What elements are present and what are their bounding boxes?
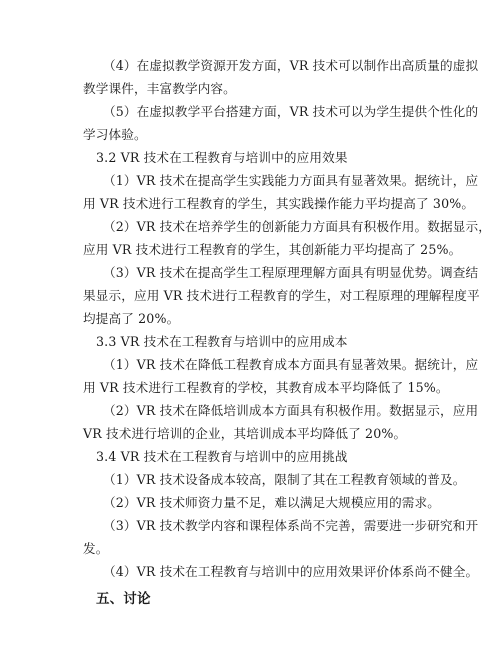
paragraph-line: （1）VR 技术设备成本较高，限制了其在工程教育领域的普及。 [103,472,466,487]
section-heading: 3.4 VR 技术在工程教育与培训中的应用挑战 [96,449,348,464]
paragraph-line: （4）在虚拟教学资源开发方面，VR 技术可以制作出高质量的虚拟 [103,58,479,73]
paragraph-line: 教学课件，丰富教学内容。 [83,81,236,96]
paragraph-line: （5）在虚拟教学平台搭建方面，VR 技术可以为学生提供个性化的 [103,104,479,119]
paragraph-line: 均提高了 20%。 [83,311,180,326]
paragraph-line: （4）VR 技术在工程教育与培训中的应用效果评价体系尚不健全。 [103,564,479,579]
paragraph-line: 学习体验。 [83,127,147,142]
paragraph-line: 用 VR 技术进行工程教育的学生，其实践操作能力平均提高了 30%。 [83,196,475,211]
paragraph-line: （1）VR 技术在提高学生实践能力方面具有显著效果。据统计，应 [103,173,479,188]
chapter-heading: 五、讨论 [96,591,151,607]
paragraph-line: 果显示，应用 VR 技术进行工程教育的学生，对工程原理的理解程度平 [83,288,480,303]
paragraph-line: （2）VR 技术师资力量不足，难以满足大规模应用的需求。 [103,495,441,510]
paragraph-line: （3）VR 技术教学内容和课程体系尚不完善，需要进一步研究和开 [103,518,479,533]
paragraph-line: （3）VR 技术在提高学生工程原理理解方面具有明显优势。调查结 [103,265,479,280]
section-heading: 3.2 VR 技术在工程教育与培训中的应用效果 [96,150,348,165]
section-heading: 3.3 VR 技术在工程教育与培训中的应用成本 [96,334,348,349]
paragraph-line: （2）VR 技术在降低培训成本方面具有积极作用。数据显示，应用 [103,403,479,418]
paragraph-line: （2）VR 技术在培养学生的创新能力方面具有积极作用。数据显示， [103,219,492,234]
paragraph-line: （1）VR 技术在降低工程教育成本方面具有显著效果。据统计，应 [103,357,479,372]
paragraph-line: 应用 VR 技术进行工程教育的学生，其创新能力平均提高了 25%。 [83,242,462,257]
paragraph-line: 用 VR 技术进行工程教育的学校，其教育成本平均降低了 15%。 [83,380,449,395]
paragraph-line: 发。 [83,541,109,556]
paragraph-line: VR 技术进行培训的企业，其培训成本平均降低了 20%。 [83,426,407,441]
